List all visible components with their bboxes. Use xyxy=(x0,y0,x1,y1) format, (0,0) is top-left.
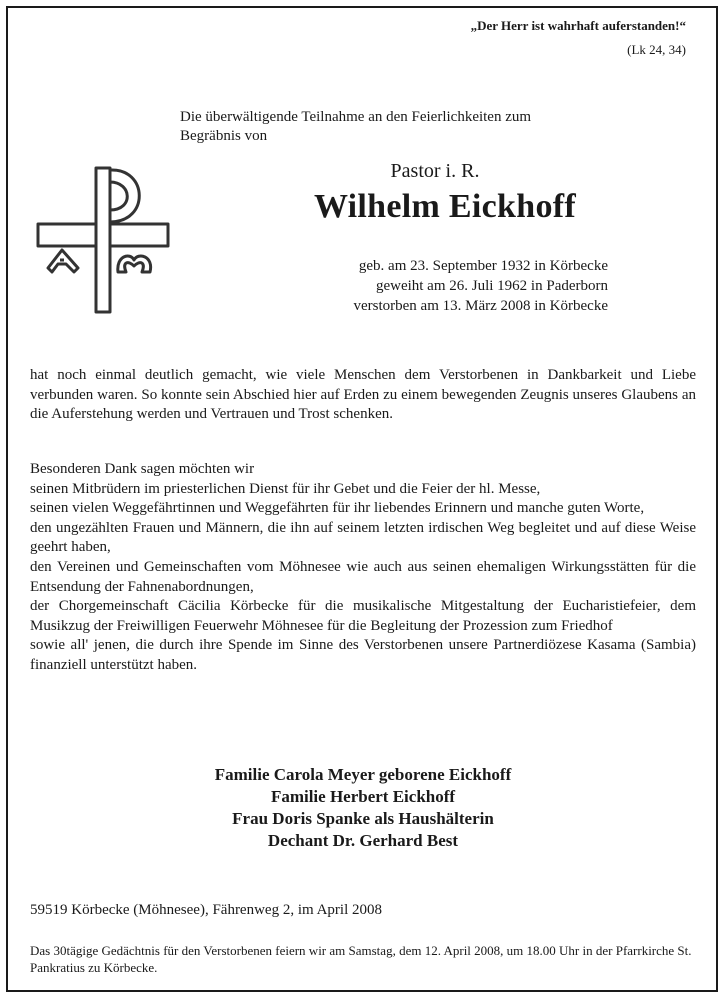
thanks-item: seinen Mitbrüdern im priesterlichen Dienst für ihr Gebet und die Feier der hl. Messe, xyxy=(30,480,541,497)
chi-rho-alpha-omega-icon xyxy=(30,160,180,320)
birth-date: geb. am 23. September 1932 in Körbecke xyxy=(358,258,608,274)
signer: Frau Doris Spanke als Haushälterin xyxy=(232,809,494,828)
bible-quote: „Der Herr ist wahrhaft auferstanden!“ xyxy=(470,18,686,33)
thanks-item: den ungezählten Frauen und Männern, die ihn auf seinem letzten irdischen Weg begleitet und auf diese Weise geehrt haben, xyxy=(30,519,696,556)
address-line: 59519 Körbecke (Möhnesee), Fährenweg 2, im April 2008 xyxy=(30,902,383,918)
thanks-section xyxy=(30,460,696,676)
intro-line-1: Die überwältigende Teilnahme an den Feierlichkeiten zum xyxy=(180,109,532,125)
life-dates xyxy=(230,256,608,316)
signer: Familie Carola Meyer geborene Eickhoff xyxy=(214,765,512,784)
memorial-note: Das 30tägige Gedächtnis für den Verstorbenen feiern wir am Samstag, dem 12. April 2008, um 18.00 Uhr in der Pfarrkirche St. Pankratius zu Körbecke. xyxy=(30,943,692,975)
intro-text xyxy=(180,108,640,146)
thanks-item: den Vereinen und Gemeinschaften vom Möhnesee wie auch aus seinen ehemaligen Wirkungsstätten für die Entsendung der Fahnenabordnungen, xyxy=(30,558,696,595)
deceased-name: Wilhelm Eickhoff xyxy=(313,188,577,225)
thanks-item: der Chorgemeinschaft Cäcilia Körbecke für die musikalische Mitgestaltung der Eucharistiefeier, dem Musikzug der Freiwilligen Feuerwehr Möhnesee für die Begleitung der Prozession zum Friedhof xyxy=(30,598,696,634)
signer: Dechant Dr. Gerhard Best xyxy=(267,831,459,850)
ordination-date: geweiht am 26. Juli 1962 in Paderborn xyxy=(375,278,608,294)
thanks-item: sowie all' jenen, die durch ihre Spende im Sinne des Verstorbenen unsere Partnerdiözese Kasama (Sambia) finanziell unterstützt haben. xyxy=(30,637,696,673)
bible-reference: (Lk 24, 34) xyxy=(627,42,686,57)
deceased-title: Pastor i. R. xyxy=(390,160,480,182)
death-date: verstorben am 13. März 2008 in Körbecke xyxy=(353,298,608,314)
signer: Familie Herbert Eickhoff xyxy=(270,787,456,806)
thanks-heading: Besonderen Dank sagen möchten wir xyxy=(30,461,255,477)
gratitude-paragraph: hat noch einmal deutlich gemacht, wie viele Menschen dem Verstorbenen in Dankbarkeit und Liebe verbunden waren. So konnte sein Abschied hier auf Erden zu einem bewegenden Zeugnis unseres Glaubens an die Auferstehung werden und Vertrauen und Trost schenken. xyxy=(30,367,696,422)
signers-block xyxy=(30,764,696,852)
intro-line-2: Begräbnis von xyxy=(180,128,268,144)
thanks-item: seinen vielen Weggefährtinnen und Weggefährten für ihr liebendes Erinnern und manche guten Worte, xyxy=(30,500,645,517)
